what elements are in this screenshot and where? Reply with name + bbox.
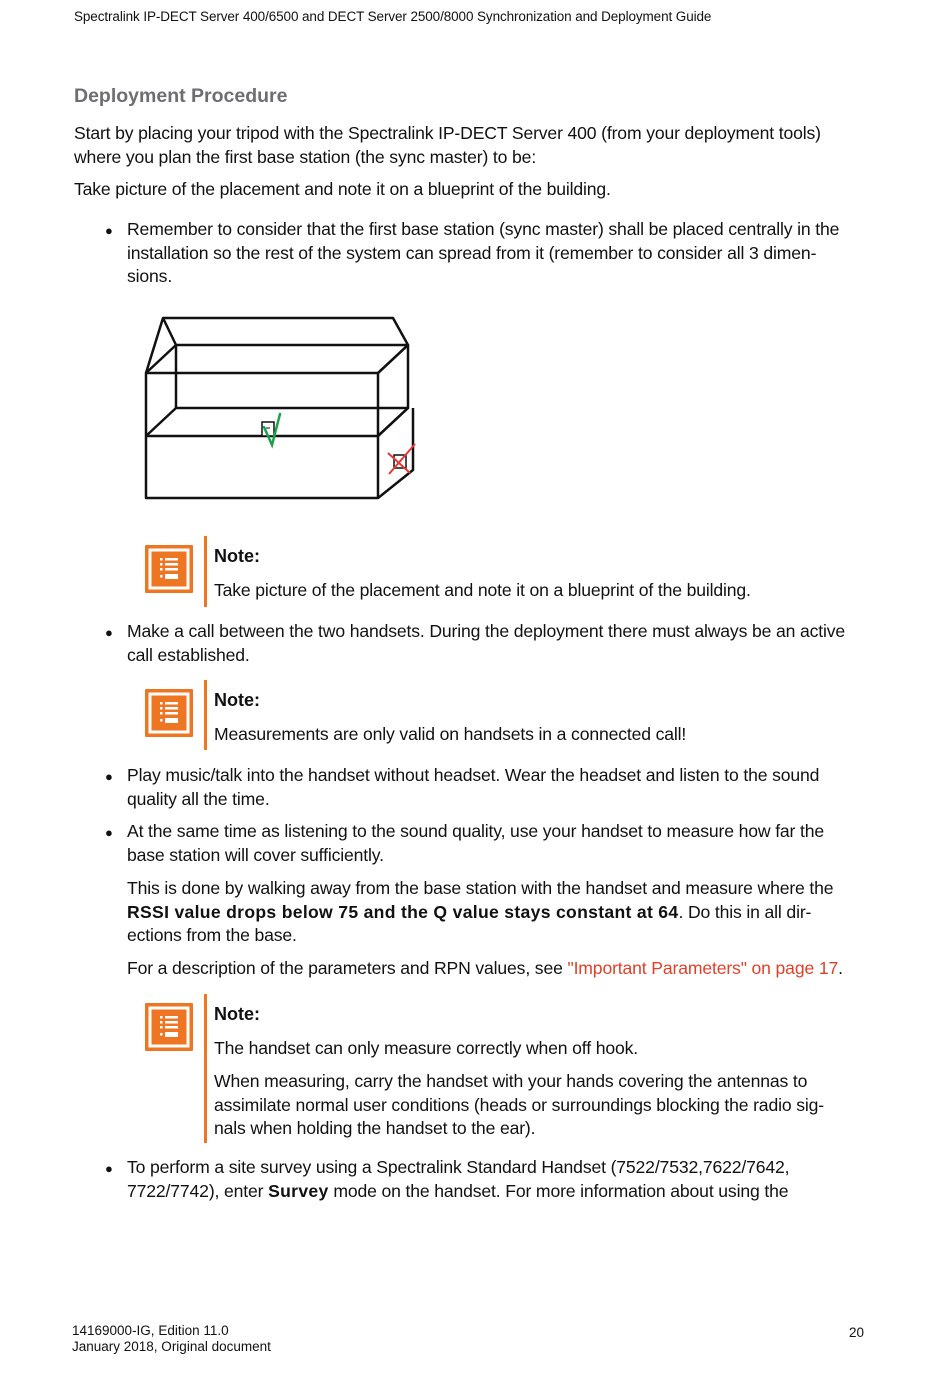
bullet-item-1: Remember to consider that the first base station (sync master) shall be placed centrally in the installation so the rest of the system can spread from it (remember to consider all 3 dimen- sions. [127, 219, 840, 287]
bullet-dot: ● [105, 1161, 113, 1176]
bullet-dot: ● [105, 223, 113, 238]
note-title: Note: [214, 546, 260, 566]
note-title: Note: [214, 690, 260, 710]
bullet-item-4: At the same time as listening to the sound quality, use your handset to measure how far the base station will cover sufficiently. [127, 821, 825, 865]
survey-emphasis: Survey [268, 1180, 329, 1201]
bullet-dot: ● [105, 625, 113, 640]
note-list-icon [145, 545, 193, 593]
bullet-item-5: To perform a site survey using a Spectralink Standard Handset (7522/7532,7622/7642, 7722/7742), enter Survey mode on the handset. For more information about using the [127, 1157, 790, 1201]
doc-id: 14169000-IG, Edition 11.0 [72, 1323, 229, 1338]
note-list-icon [145, 1003, 193, 1051]
building-placement-diagram [138, 305, 428, 510]
checkmark-icon [262, 414, 280, 445]
note-divider [204, 994, 207, 1143]
bullet-item-2: Make a call between the two handsets. During the deployment there must always be an active call established. [127, 621, 846, 665]
note-text-2: When measuring, carry the handset with your hands covering the antennas to assimilate normal user conditions (heads or surroundings blocking the radio sig- nals when holding the handset to the ear). [214, 1071, 824, 1139]
bullet-4-reference: For a description of the parameters and RPN values, see "Important Parameters" on page 17. [127, 958, 843, 978]
bullet-item-3: Play music/talk into the handset without headset. Wear the headset and listen to the sound quality all the time. [127, 765, 820, 809]
intro-paragraph: Start by placing your tripod with the Spectralink IP-DECT Server 400 (from your deployment tools) where you plan the first base station (the sync master) to be: [74, 123, 821, 167]
important-parameters-link[interactable]: "Important Parameters" on page 17 [567, 958, 839, 978]
section-title: Deployment Procedure [74, 85, 288, 107]
doc-date: January 2018, Original document [72, 1339, 271, 1354]
bullet-dot: ● [105, 825, 113, 840]
note-text: Take picture of the placement and note it on a blueprint of the building. [214, 580, 751, 600]
note-list-icon [145, 689, 193, 737]
intro-paragraph-2: Take picture of the placement and note it on a blueprint of the building. [74, 179, 611, 199]
bullet-dot: ● [105, 769, 113, 784]
note-text: The handset can only measure correctly when off hook. [214, 1038, 638, 1058]
note-title: Note: [214, 1004, 260, 1024]
note-divider [204, 680, 207, 750]
rssi-emphasis: RSSI value drops below 75 and the Q value stays constant at 64 [127, 901, 679, 922]
note-text: Measurements are only valid on handsets in a connected call! [214, 724, 687, 744]
page-header: Spectralink IP-DECT Server 400/6500 and DECT Server 2500/8000 Synchronization and Deployment Guide [74, 9, 712, 24]
roof-front-line [146, 345, 408, 373]
page-footer [72, 1323, 271, 1355]
note-divider [204, 536, 207, 607]
page-number: 20 [849, 1325, 865, 1340]
bullet-4-paragraph: This is done by walking away from the base station with the handset and measure where the RSSI value drops below 75 and the Q value stays constant at 64. Do this in all dir- ections from the base. [127, 878, 834, 946]
red-x-icon [388, 444, 415, 474]
